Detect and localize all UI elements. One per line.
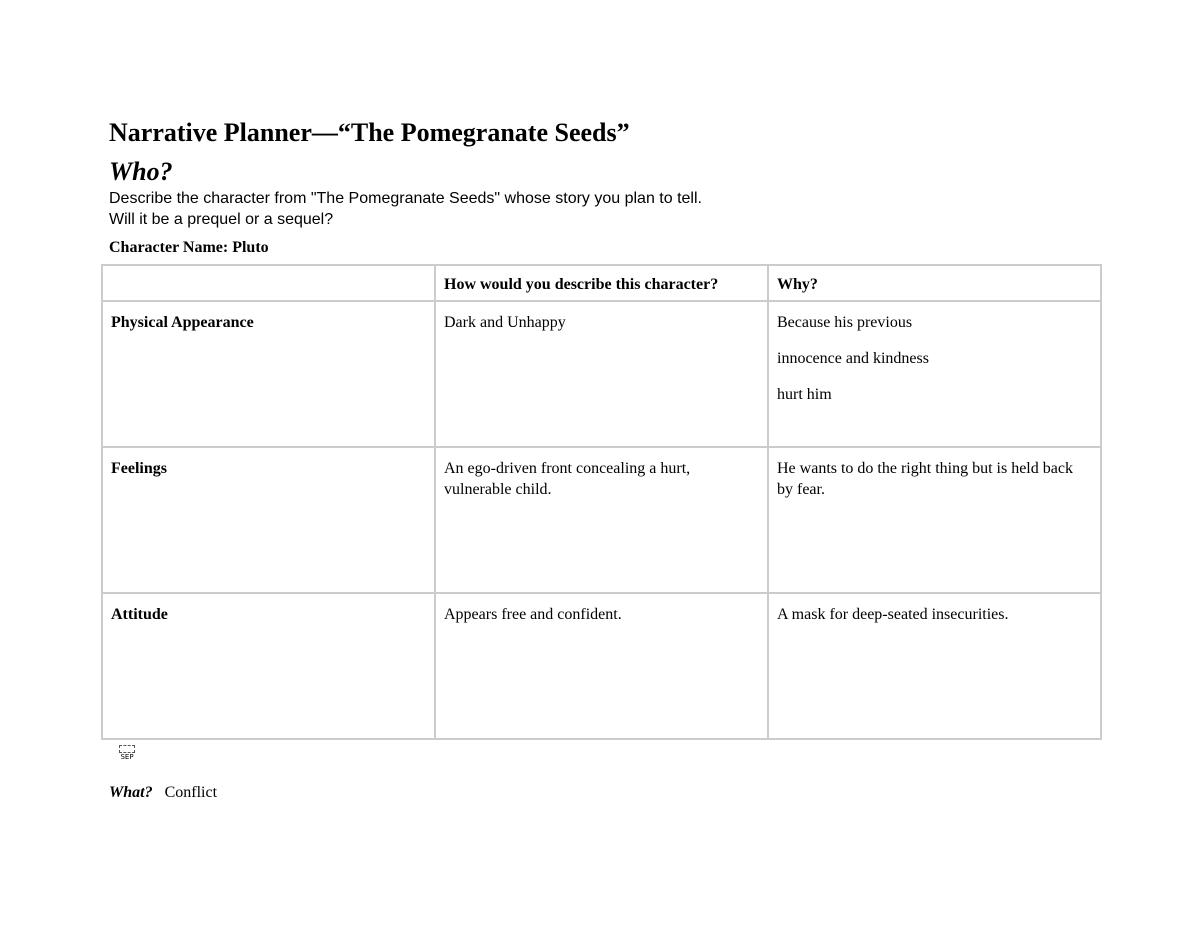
character-name-label: Character Name: Pluto xyxy=(109,239,269,256)
page-title: Narrative Planner—“The Pomegranate Seeds” xyxy=(109,118,630,147)
section-heading-who: Who? xyxy=(109,157,173,186)
character-table xyxy=(101,264,1102,740)
why-cell xyxy=(768,447,1101,593)
what-label: What? xyxy=(109,784,153,801)
why-paragraph: He wants to do the right thing but is held back by fear. xyxy=(777,460,1073,498)
why-paragraph: hurt him xyxy=(777,386,832,403)
table-row-physical-appearance xyxy=(102,301,1101,447)
row-label: Physical Appearance xyxy=(102,301,435,447)
row-label: Attitude xyxy=(102,593,435,739)
description-cell: Dark and Unhappy xyxy=(435,301,768,447)
why-cell xyxy=(768,593,1101,739)
sep-marker-icon xyxy=(117,745,137,763)
instructions-text: Describe the character from "The Pomegranate Seeds" whose story you plan to tell. Will it be a prequel or a sequel? xyxy=(109,190,702,228)
description-cell: An ego-driven front concealing a hurt, vulnerable child. xyxy=(435,447,768,593)
why-paragraph: innocence and kindness xyxy=(777,350,929,367)
table-row-feelings xyxy=(102,447,1101,593)
what-line xyxy=(109,783,217,803)
why-paragraph: Because his previous xyxy=(777,314,913,331)
table-row-attitude xyxy=(102,593,1101,739)
table-header-cell: How would you describe this character? xyxy=(435,265,768,301)
table-header-cell xyxy=(102,265,435,301)
table-header-row xyxy=(102,265,1101,301)
what-value: Conflict xyxy=(164,784,218,801)
description-cell: Appears free and confident. xyxy=(435,593,768,739)
sep-label: SEP xyxy=(120,753,134,761)
sep-box xyxy=(119,745,135,753)
why-cell xyxy=(768,301,1101,447)
why-paragraph: A mask for deep-seated insecurities. xyxy=(777,606,1009,623)
row-label: Feelings xyxy=(102,447,435,593)
table-header-cell: Why? xyxy=(768,265,1101,301)
